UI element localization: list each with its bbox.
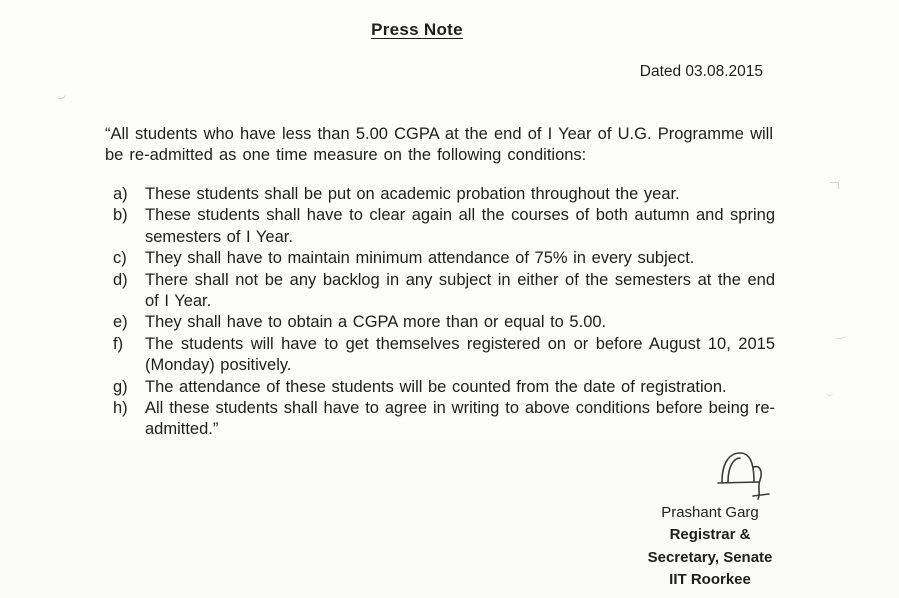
signatory-designation-2: Secretary, Senate (647, 548, 773, 566)
document-title: Press Note (371, 20, 463, 39)
signatory-designation-3: IIT Roorkee (669, 571, 751, 588)
condition-text: They shall have to obtain a CGPA more than or equal to 5.00. (145, 313, 607, 332)
condition-label: h) (113, 399, 128, 418)
condition-text: These students shall have to clear again all the courses of both autumn and spring semesters of I Year. (145, 206, 775, 246)
condition-label: d) (113, 270, 128, 289)
signature-icon (626, 449, 794, 501)
scan-artifact (835, 332, 847, 339)
condition-label: f) (113, 334, 124, 353)
condition-text: These students shall be put on academic probation throughout the year. (145, 185, 680, 203)
condition-label: e) (113, 313, 128, 332)
signatory-designation-1: Registrar & (669, 526, 751, 543)
condition-label: b) (113, 206, 128, 225)
date-line: Dated 03.08.2015 (639, 63, 763, 80)
signatory-name: Prashant Garg (661, 504, 759, 521)
condition-text: The attendance of these students will be counted from the date of registration. (145, 377, 727, 396)
condition-item-a (113, 184, 775, 205)
condition-item-b (113, 205, 775, 248)
condition-text: All these students shall have to agree in writing to above conditions before being re-admitted.” (145, 399, 775, 439)
scan-artifact (830, 182, 839, 189)
condition-item-e (113, 312, 775, 333)
condition-label: c) (113, 249, 127, 268)
condition-text: The students will have to get themselves registered on or before August 10, 2015 (Monday) positively. (145, 334, 775, 375)
condition-text: They shall have to maintain minimum attendance of 75% in every subject. (145, 249, 695, 268)
condition-item-g (113, 377, 775, 398)
condition-item-h (113, 398, 775, 441)
scan-artifact (55, 90, 67, 101)
conditions-list (113, 184, 775, 441)
signature-block (626, 449, 794, 592)
condition-label: g) (113, 377, 128, 396)
scan-artifact (826, 390, 833, 396)
scan-edge (0, 593, 899, 598)
condition-item-c (113, 248, 775, 269)
condition-label: a) (113, 185, 128, 203)
condition-item-f (113, 334, 775, 377)
intro-paragraph: “All students who have less than 5.00 CGPA at the end of I Year of U.G. Programme will be re-admitted as one time measure on the following conditions: (105, 125, 773, 164)
condition-text: There shall not be any backlog in any subject in either of the semesters at the end of I Year. (145, 270, 775, 311)
condition-item-d (113, 270, 775, 313)
